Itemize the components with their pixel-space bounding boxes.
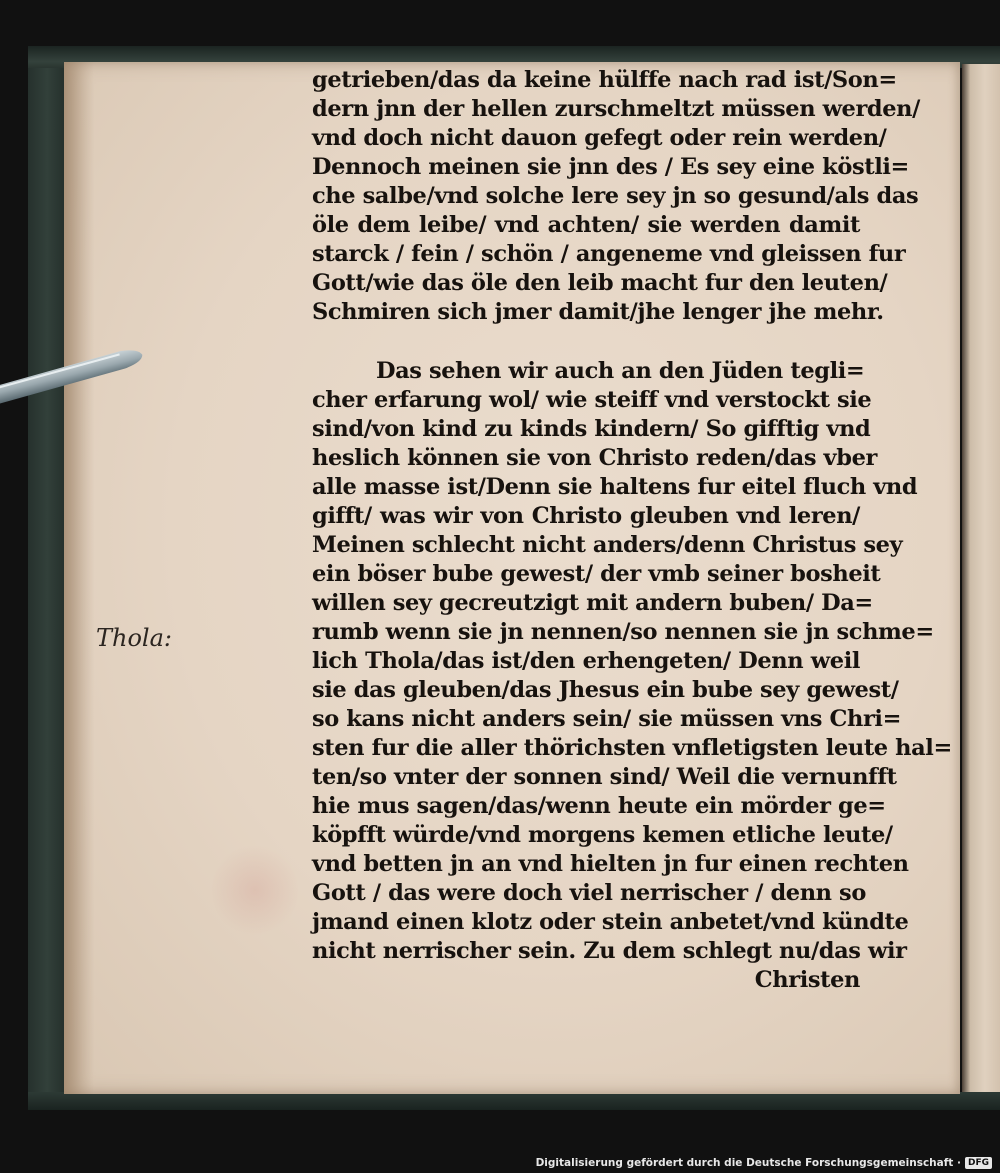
text-line: heslich können sie von Christo reden/das vber: [312, 445, 877, 471]
text-line: vnd betten jn an vnd hielten jn fur einen rechten: [312, 851, 909, 877]
credit-text: Digitalisierung gefördert durch die Deutsche Forschungsgemeinschaft ·: [535, 1157, 961, 1169]
text-line: jmand einen klotz oder stein anbetet/vnd kündte: [312, 909, 909, 935]
page-text: [312, 66, 952, 995]
text-line: willen sey gecreutzigt mit andern buben/ Da=: [312, 590, 873, 616]
text-line: alle masse ist/Denn sie haltens fur eitel fluch vnd: [312, 474, 918, 500]
text-line: sie das gleuben/das Jhesus ein bube sey gewest/: [312, 677, 899, 703]
text-line: Das sehen wir auch an den Jüden tegli=: [376, 358, 865, 384]
paper-stain: [212, 842, 298, 938]
page-gutter-shadow: [64, 62, 94, 1094]
text-line: che salbe/vnd solche lere sey jn so gesund/als das: [312, 183, 919, 209]
text-line: köpfft würde/vnd morgens kemen etliche leute/: [312, 822, 893, 848]
text-line: cher erfarung wol/ wie steiff vnd verstockt sie: [312, 387, 872, 413]
text-line: getrieben/das da keine hülffe nach rad ist/Son=: [312, 67, 897, 93]
dfg-logo: DFG: [965, 1157, 992, 1169]
text-line: gifft/ was wir von Christo gleuben vnd leren/: [312, 503, 860, 529]
text-line: starck / fein / schön / angeneme vnd gleissen fur: [312, 241, 906, 267]
paragraph-2: [312, 357, 952, 966]
text-line: Gott / das were doch viel nerrischer / denn so: [312, 880, 866, 906]
margin-annotation: Thola:: [96, 624, 172, 652]
text-line: lich Thola/das ist/den erhengeten/ Denn weil: [312, 648, 860, 674]
text-line: so kans nicht anders sein/ sie müssen vns Chri=: [312, 706, 902, 732]
text-line: Schmiren sich jmer damit/jhe lenger jhe mehr.: [312, 299, 884, 325]
facing-page-edge: [962, 64, 1000, 1092]
text-line: ten/so vnter der sonnen sind/ Weil die vernunfft: [312, 764, 897, 790]
text-line: rumb wenn sie jn nennen/so nennen sie jn schme=: [312, 619, 934, 645]
text-line: nicht nerrischer sein. Zu dem schlegt nu/das wir: [312, 938, 907, 964]
text-line: ein böser bube gewest/ der vmb seiner bosheit: [312, 561, 881, 587]
text-line: Gott/wie das öle den leib macht fur den leuten/: [312, 270, 888, 296]
paragraph-1: [312, 66, 920, 327]
text-line: Dennoch meinen sie jnn des / Es sey eine köstli=: [312, 154, 909, 180]
catchword: Christen: [754, 967, 860, 993]
book-cover-bottom-edge: [28, 1092, 1000, 1110]
text-line: sind/von kind zu kinds kindern/ So gifftig vnd: [312, 416, 871, 442]
text-line: vnd doch nicht dauon gefegt oder rein werden/: [312, 125, 887, 151]
text-line: öle dem leibe/ vnd achten/ sie werden damit: [312, 212, 860, 238]
text-line: dern jnn der hellen zurschmeltzt müssen werden/: [312, 96, 920, 122]
digitization-credit: [536, 1157, 992, 1169]
text-line: Meinen schlecht nicht anders/denn Christus sey: [312, 532, 903, 558]
text-line: hie mus sagen/das/wenn heute ein mörder ge=: [312, 793, 886, 819]
text-line: sten fur die aller thörichsten vnfletigsten leute hal=: [312, 735, 952, 761]
